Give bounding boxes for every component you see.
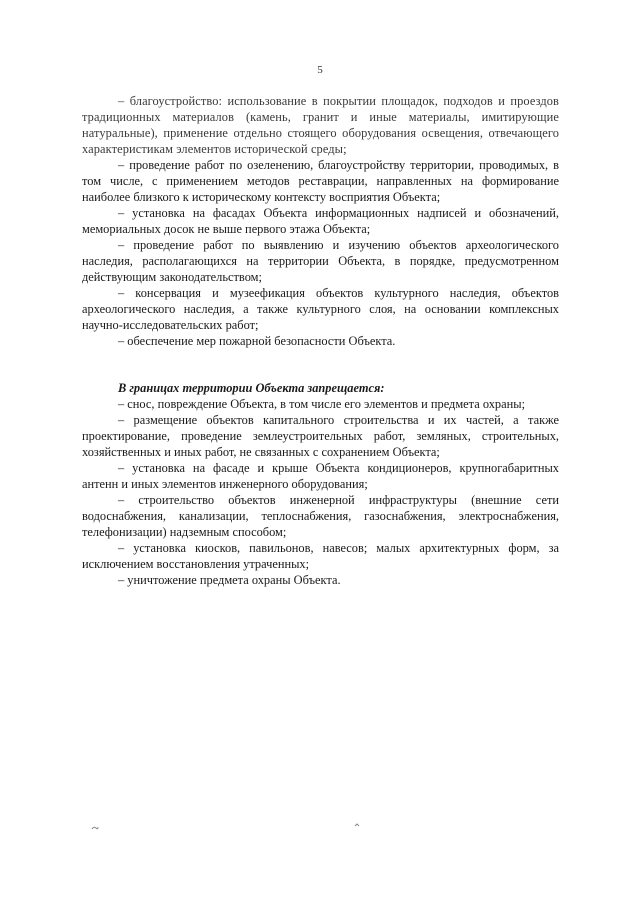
list-item: – снос, повреждение Объекта, в том числе его элементов и предмета охраны; (118, 397, 526, 411)
list-item: – благоустройство: использование в покрытии площадок, подходов и проездов традиционных материалов (камень, гранит и иные материалы, имитирующие натуральные), применение отдельно стоящего оборудования освещения, отвечающего характеристикам элементов исторической среды; (82, 94, 559, 156)
list-item: – установка киосков, павильонов, навесов; малых архитектурных форм, за исключением восстановления утраченных; (82, 541, 559, 571)
list-item: – консервация и музеефикация объектов культурного наследия, объектов археологического наследия, а также культурного слоя, на основании комплексных научно-исследовательских работ; (82, 286, 559, 332)
list-item: – уничтожение предмета охраны Объекта. (118, 573, 341, 587)
list-item: – установка на фасаде и крыше Объекта кондиционеров, крупногабаритных антенн и иных элементов инженерного оборудования; (82, 461, 559, 491)
page-number: 5 (317, 64, 323, 76)
list-item: – строительство объектов инженерной инфраструктуры (внешние сети водоснабжения, канализации, теплоснабжения, газоснабжения, электроснабжения, телефонизации) надземным способом; (82, 493, 559, 539)
list-item: – обеспечение мер пожарной безопасности Объекта. (118, 334, 396, 348)
section-heading: В границах территории Объекта запрещается: (118, 381, 385, 395)
list-item: – проведение работ по выявлению и изучению объектов археологического наследия, располагающихся на территории Объекта, в порядке, предусмотренном действующим законодательством; (82, 238, 559, 284)
list-item: – размещение объектов капитального строительства и их частей, а также проектирование, проведение землеустроительных работ, земляных, строительных, хозяйственных и иных работ, не связанных с сохранением Объекта; (82, 413, 559, 459)
list-item: – установка на фасадах Объекта информационных надписей и обозначений, мемориальных досок не выше первого этажа Объекта; (82, 206, 559, 236)
scan-artifact-mark (91, 825, 99, 831)
scan-artifact-mark (354, 823, 360, 828)
prohibitions-section (82, 380, 559, 588)
list-item: – проведение работ по озеленению, благоустройству территории, проводимых, в том числе, с применением методов реставрации, направленных на формирование наиболее близкого к историческому контексту восприятия Объекта; (82, 158, 559, 204)
permitted-works-list (82, 93, 559, 349)
